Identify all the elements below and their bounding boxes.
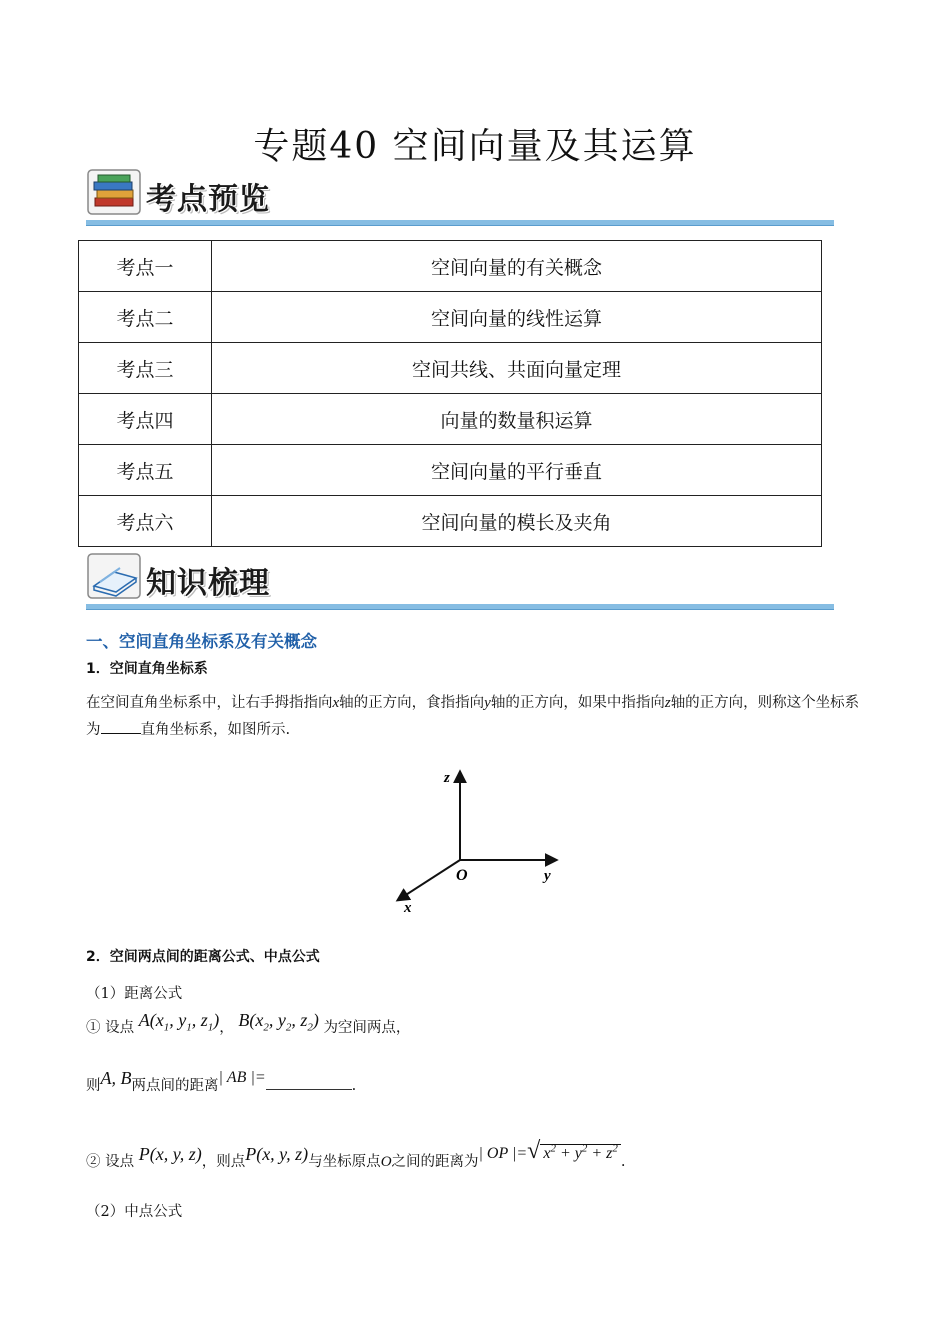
section-preview-title: 考点预览 [146, 182, 270, 217]
topic-value: 空间共线、共面向量定理 [212, 343, 822, 394]
topic-value: 向量的数量积运算 [212, 394, 822, 445]
books-icon [86, 168, 144, 218]
table-row [79, 394, 822, 445]
formula-line-3: ② 设点 P(x, y, z)，则点P(x, y, z)与坐标原点O之间的距离为| OP |=√ $x^2 + y^2 + z^2$. [86, 1138, 626, 1170]
sqrt-expression: √ $x^2 + y^2 + z^2$ [527, 1138, 621, 1165]
table-row [79, 241, 822, 292]
fill-in-blank [101, 719, 141, 734]
topic-key: 考点六 [79, 496, 212, 547]
point-B: $B(x_2$, $y_2$, $z_2$) [238, 1010, 319, 1034]
topic-key: 考点一 [79, 241, 212, 292]
table-row [79, 496, 822, 547]
section-preview-header [86, 168, 834, 226]
topic-value: 空间向量的有关概念 [212, 241, 822, 292]
topics-table [78, 240, 822, 547]
z-axis-label: z [444, 770, 450, 786]
origin-label: O [456, 867, 468, 884]
notebook-icon [86, 552, 144, 602]
coordinate-system-paragraph: 在空间直角坐标系中，让右手拇指指向x轴的正方向，食指指向y轴的正方向，如果中指指向z轴的正方向，则称这个坐标系为 直角坐标系，如图所示. [86, 695, 860, 738]
section-knowledge-title: 知识梳理 [146, 566, 270, 601]
section-divider [86, 604, 834, 610]
y-axis-label: y [544, 868, 551, 884]
topic-key: 考点四 [79, 394, 212, 445]
table-row [79, 445, 822, 496]
section-divider [86, 220, 834, 226]
x-axis [398, 860, 460, 900]
formula-line-2: 则A, B两点间的距离| AB |= . [86, 1068, 357, 1094]
section-knowledge-header [86, 552, 834, 610]
subheading-distance-midpoint: 2．空间两点间的距离公式、中点公式 [86, 949, 320, 965]
distance-formula-label: （1）距离公式 [86, 986, 183, 1002]
midpoint-formula-label: （2）中点公式 [86, 1204, 183, 1220]
heading-coordinate-system: 一、空间直角坐标系及有关概念 [86, 632, 317, 651]
formula-line-1: ① 设点 $A(x_1$, $y_1$, $z_1$)， $B(x_2$, $y_2$, $z_2$) 为空间两点， [86, 1010, 411, 1036]
topic-key: 考点五 [79, 445, 212, 496]
table-row [79, 292, 822, 343]
table-row [79, 343, 822, 394]
topic-key: 考点三 [79, 343, 212, 394]
topic-key: 考点二 [79, 292, 212, 343]
subheading-coordinate-system: 1．空间直角坐标系 [86, 661, 208, 677]
topic-value: 空间向量的平行垂直 [212, 445, 822, 496]
x-axis-label: x [404, 900, 412, 916]
topic-value: 空间向量的线性运算 [212, 292, 822, 343]
fill-in-blank [266, 1077, 352, 1090]
point-A: $A(x_1$, $y_1$, $z_1$) [138, 1010, 220, 1034]
topic-value: 空间向量的模长及夹角 [212, 496, 822, 547]
coordinate-axes-diagram [380, 760, 580, 920]
page-title: 专题40 空间向量及其运算 [253, 126, 697, 167]
